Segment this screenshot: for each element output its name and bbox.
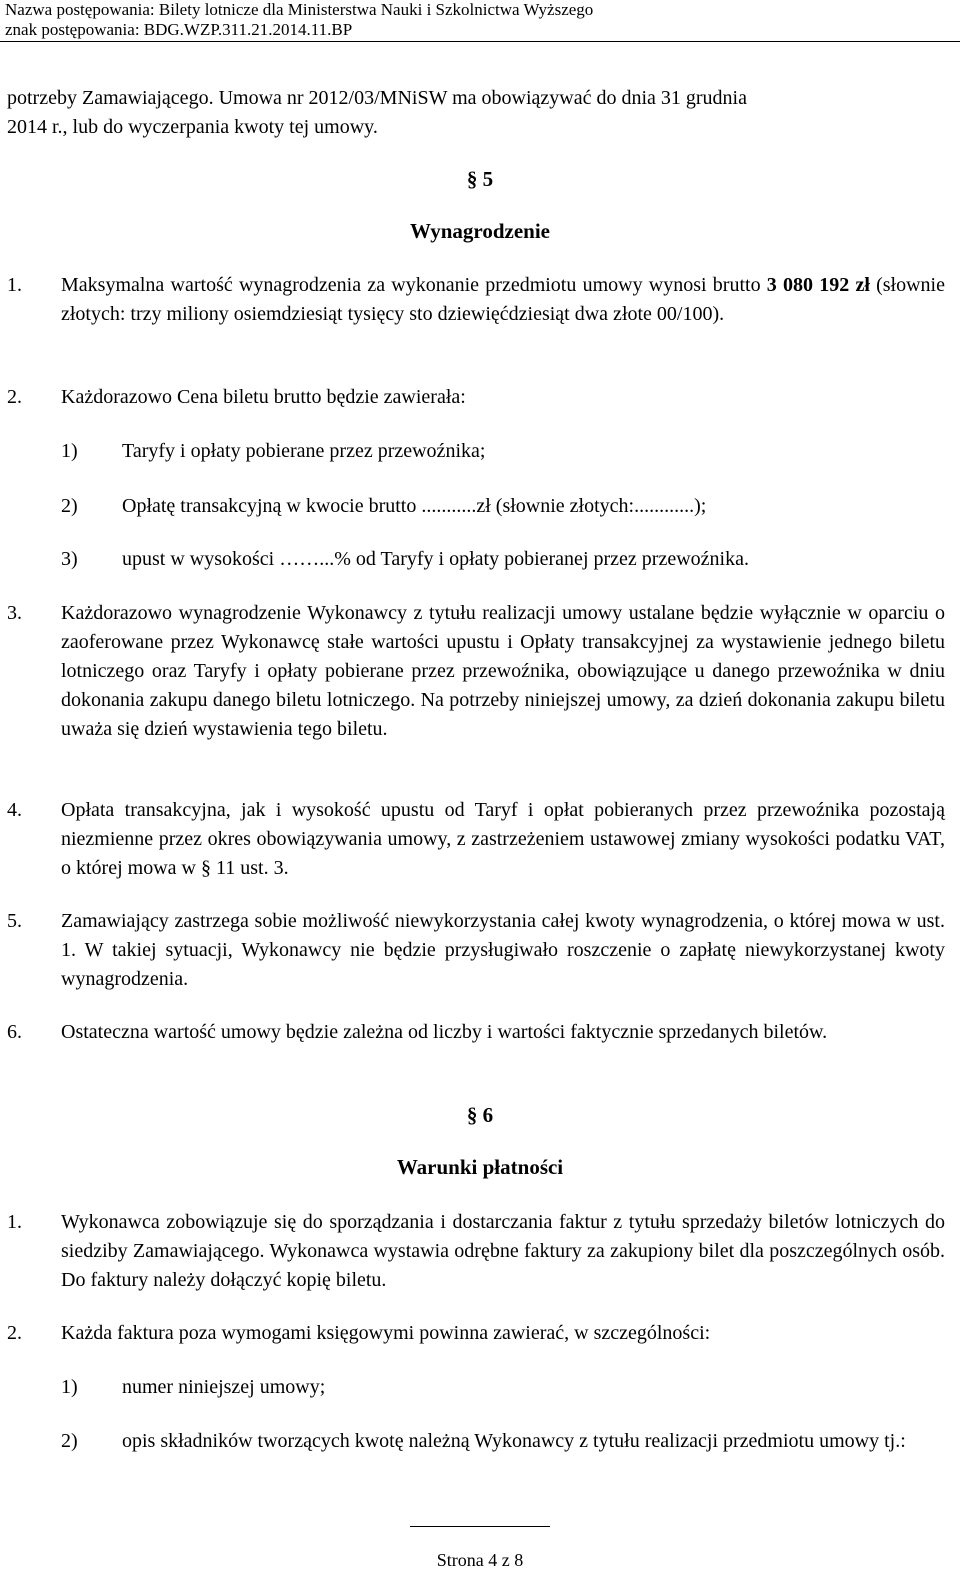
section-6-title: Warunki płatności [396, 1155, 564, 1179]
s5-sub-3-num: 3) [61, 548, 78, 570]
s5-item-2-num: 2. [7, 386, 22, 408]
intro-line-1: potrzeby Zamawiającego. Umowa nr 2012/03/MNiSW ma obowiązywać do dnia 31 grudnia [7, 87, 747, 109]
s5-item-5-text: Zamawiający zastrzega sobie możliwość niewykorzystania całej kwoty wynagrodzenia, o której mowa w ust. 1. W takiej sytuacji, Wykonawcy nie będzie przysługiwało roszczenie o zapłatę niewykorzystanej kwoty wynagrodzenia. [61, 910, 945, 990]
header-rule [0, 41, 960, 42]
s6-item-2-num: 2. [7, 1322, 22, 1344]
section-6-sign: § 6 [466, 1103, 494, 1127]
s5-item-2-text: Każdorazowo Cena biletu brutto będzie zawierała: [61, 386, 466, 408]
s5-item-3-num: 3. [7, 602, 22, 624]
s5-item-4-text: Opłata transakcyjna, jak i wysokość upustu od Taryf i opłat pobieranych przez przewoźnika pozostają niezmienne przez okres obowiązywania umowy, z zastrzeżeniem ustawowej zmiany wysokości podatku VAT, o której mowa w § 11 ust. 3. [61, 799, 945, 879]
s5-item-6-text: Ostateczna wartość umowy będzie zależna od liczby i wartości faktycznie sprzedanych biletów. [61, 1021, 828, 1043]
s5-item-1-post: (słownie złotych: trzy miliony osiemdziesiąt tysięcy sto dziewięćdziesiąt dwa złote 00/100). [61, 274, 945, 325]
s5-sub-3-text: upust w wysokości ……...% od Taryfy i opłaty pobieranej przez przewoźnika. [122, 548, 749, 570]
s6-sub-1-num: 1) [61, 1376, 78, 1398]
s5-item-6-num: 6. [7, 1021, 22, 1043]
s5-item-5-num: 5. [7, 910, 22, 932]
s6-item-1-text: Wykonawca zobowiązuje się do sporządzania i dostarczania faktur z tytułu sprzedaży biletów lotniczych do siedziby Zamawiającego. Wykonawca wystawia odrębne faktury za zakupiony bilet dla poszczególnych osób. Do faktury należy dołączyć kopię biletu. [61, 1211, 945, 1291]
page-header [0, 0, 960, 40]
s5-item-1-amount: 3 080 192 zł [766, 274, 870, 296]
s5-item-1-text [61, 271, 945, 329]
header-procedure-name: Nazwa postępowania: Bilety lotnicze dla Ministerstwa Nauki i Szkolnictwa Wyższego [5, 0, 594, 19]
s6-sub-1-text: numer niniejszej umowy; [122, 1376, 326, 1398]
page-number: Strona 4 z 8 [436, 1550, 524, 1570]
s5-sub-2-text: Opłatę transakcyjną w kwocie brutto ...........zł (słownie złotych:............); [122, 495, 707, 517]
section-5-sign: § 5 [466, 167, 494, 191]
s6-sub-2-num: 2) [61, 1430, 78, 1452]
s5-item-4-num: 4. [7, 799, 22, 821]
s5-item-1-pre: Maksymalna wartość wynagrodzenia za wykonanie przedmiotu umowy wynosi brutto [61, 274, 767, 296]
footer-rule [410, 1526, 550, 1527]
section-5-title: Wynagrodzenie [410, 219, 550, 243]
header-procedure-code: znak postępowania: BDG.WZP.311.21.2014.11.BP [5, 20, 353, 39]
s5-sub-1-num: 1) [61, 440, 78, 462]
s6-item-1-num: 1. [7, 1211, 22, 1233]
s5-sub-2-num: 2) [61, 495, 78, 517]
s5-item-1-num: 1. [7, 274, 22, 296]
s5-item-3-text: Każdorazowo wynagrodzenie Wykonawcy z tytułu realizacji umowy ustalane będzie wyłącznie w oparciu o zaoferowane przez Wykonawcę stałe wartości upustu i Opłaty transakcyjnej za wystawienie jednego biletu lotniczego oraz Taryfy i opłaty pobierane przez przewoźnika, obowiązujące u danego przewoźnika w dniu dokonania zakupu danego biletu lotniczego. Na potrzeby niniejszej umowy, za dzień dokonania zakupu biletu uważa się dzień wystawienia tego biletu. [61, 602, 945, 740]
s6-sub-2-text: opis składników tworzących kwotę należną Wykonawcy z tytułu realizacji przedmiotu umowy tj.: [122, 1430, 906, 1452]
intro-line-2: 2014 r., lub do wyczerpania kwoty tej umowy. [7, 116, 378, 138]
s6-item-2-text: Każda faktura poza wymogami księgowymi powinna zawierać, w szczególności: [61, 1322, 711, 1344]
s5-sub-1-text: Taryfy i opłaty pobierane przez przewoźnika; [122, 440, 486, 462]
